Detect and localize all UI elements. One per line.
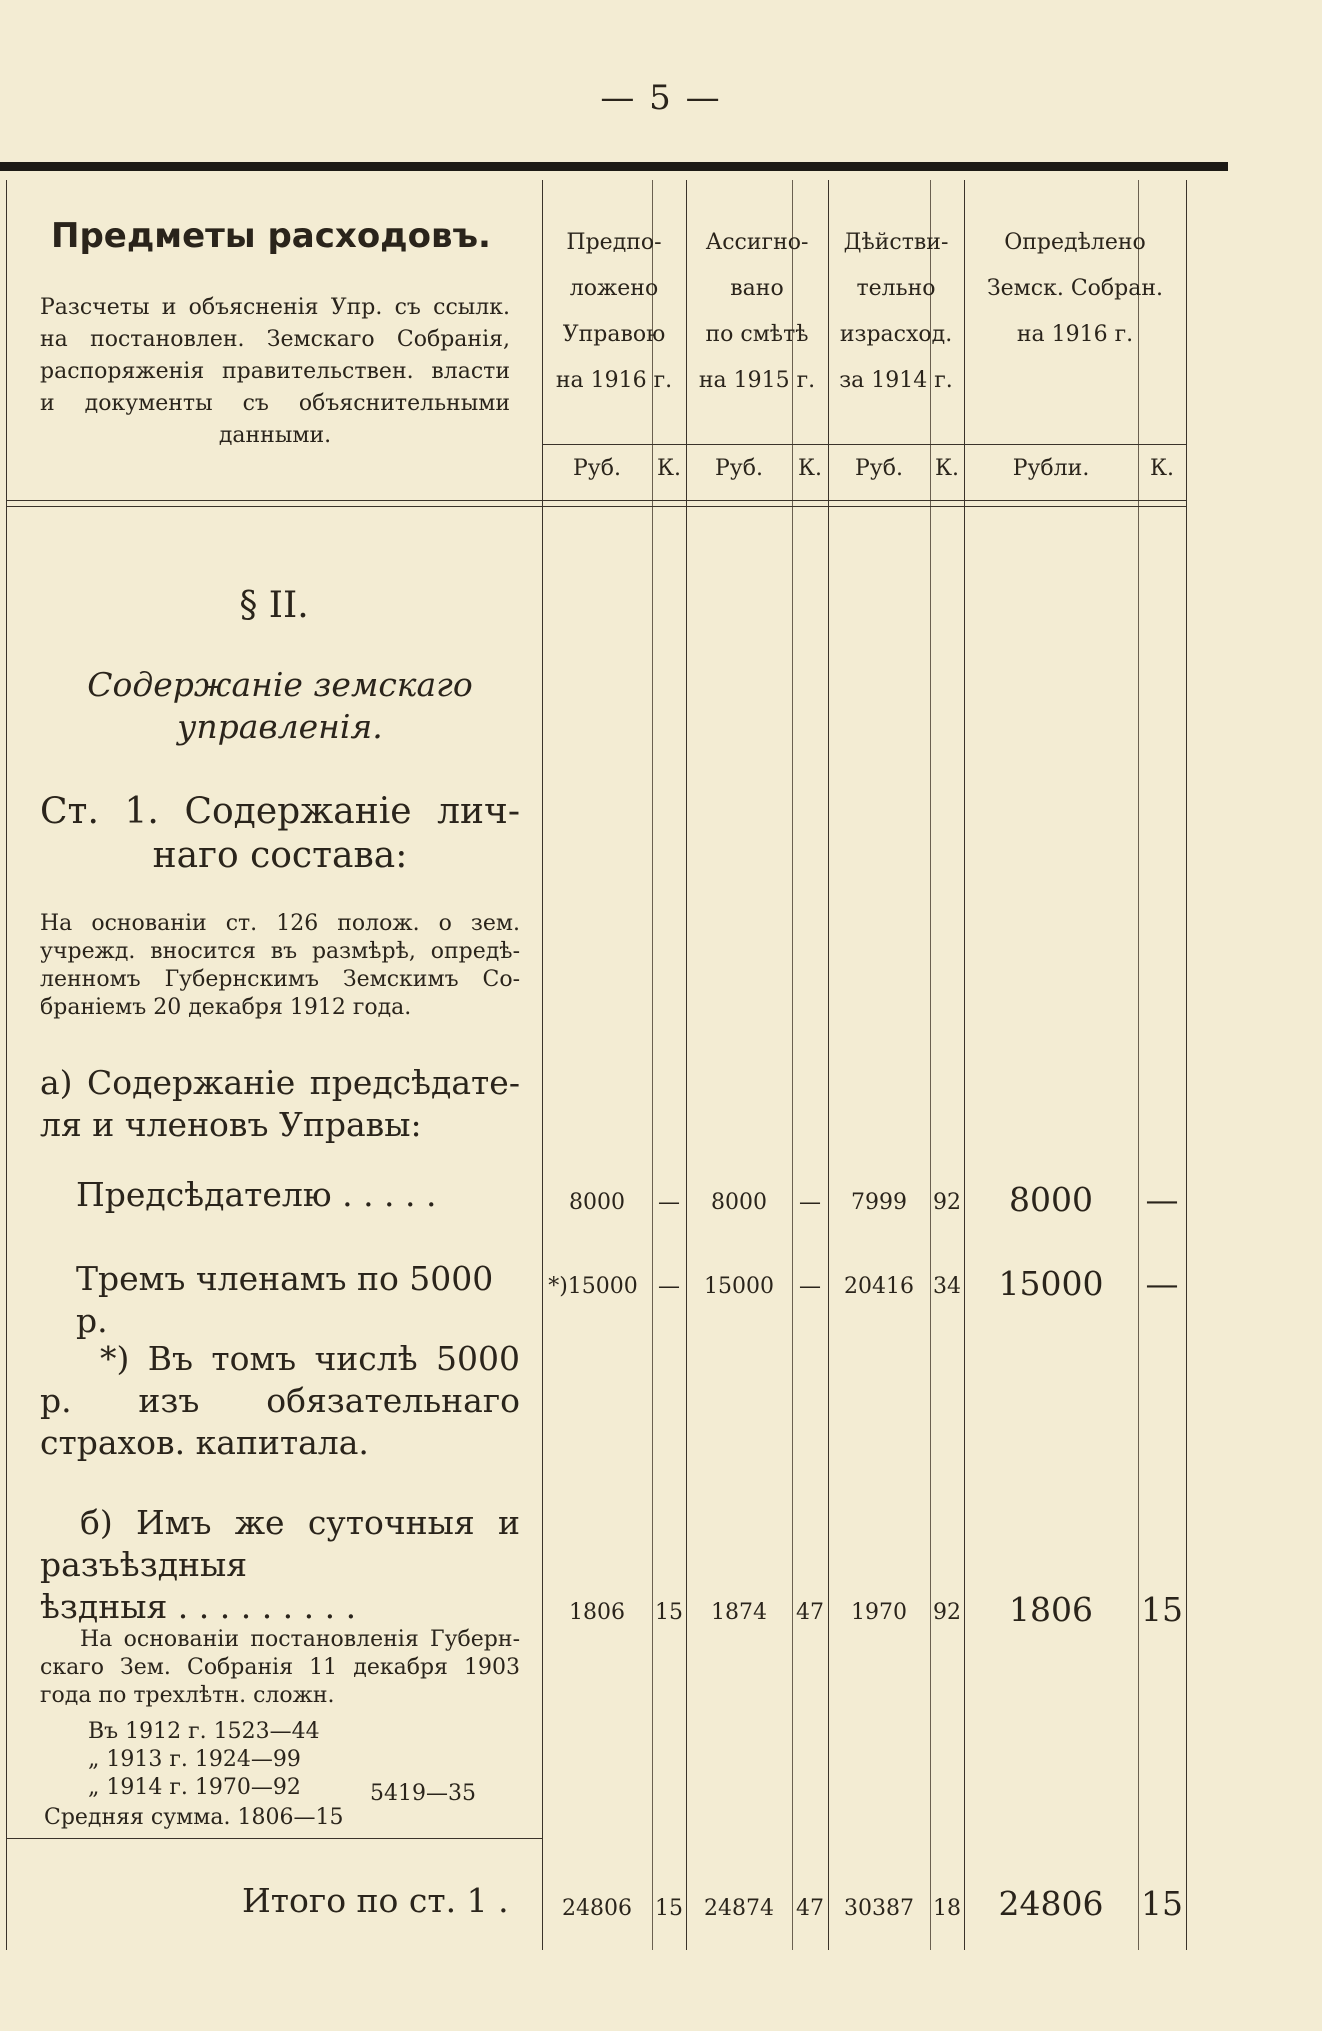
row0-c3-rub: 7999 — [851, 1190, 907, 1215]
col-header-line: на 1916 г. — [555, 368, 673, 393]
unit-rub: Руб. — [715, 456, 763, 481]
col-divider — [1186, 180, 1187, 1950]
col-divider — [930, 180, 931, 1950]
row0-c2-rub: 8000 — [711, 1190, 767, 1215]
header-title: Предметы расходовъ. — [51, 216, 491, 256]
col-divider — [6, 180, 7, 1950]
header-unit-rule — [542, 444, 1186, 445]
row2-c2-rub: 1874 — [711, 1600, 767, 1625]
row-label: ѣздныя . . . . . . . . . — [40, 1587, 357, 1626]
years-sum: 5419—35 — [370, 1781, 476, 1806]
avg-value: 1806—15 — [237, 1805, 344, 1830]
item-a: а) Содержаніе предсѣдателя и членовъ Управы: — [40, 1063, 520, 1144]
col-header-line: тельно — [856, 276, 936, 301]
article-title: Ст. 1. Содержаніе личнаго состава: — [40, 791, 520, 876]
year-label: „ 1913 г. — [88, 1747, 188, 1772]
col-divider — [828, 180, 829, 1950]
total-c2-rub: 24874 — [704, 1896, 774, 1921]
row0-c3-kop: 92 — [933, 1190, 961, 1215]
row0-c1-kop: — — [658, 1190, 680, 1215]
col-header-line: Предпо- — [566, 230, 662, 255]
col-header-line: Опредѣлено — [1004, 230, 1146, 255]
header-bottom-rule — [6, 500, 1186, 501]
unit-rub: Руб. — [855, 456, 903, 481]
col-header-line: на 1915 г. — [698, 368, 816, 393]
section-subtitle: Содержаніе земскаго управленія. — [87, 665, 473, 746]
col-header-line: ложено — [569, 276, 659, 301]
page-number: — 5 — — [600, 78, 722, 118]
col-header-line: вано — [730, 276, 784, 301]
row2-c2-kop: 47 — [796, 1600, 824, 1625]
total-c4-kop: 15 — [1141, 1884, 1183, 1923]
col-divider — [792, 180, 793, 1950]
row2-c4-rub: 1806 — [1009, 1590, 1093, 1629]
article-basis: На основаніи ст. 126 полож. о зем. учрежд. вносится въ размѣрѣ, опредѣленномъ Губернскимъ Земскимъ Собраніемъ 20 декабря 1912 года. — [40, 911, 520, 1020]
unit-kop: К. — [1149, 456, 1175, 481]
unit-kop: К. — [797, 456, 823, 481]
item-b: б) Имъ же суточныя и разъѣздныя — [40, 1503, 520, 1584]
row1-c2-rub: 15000 — [704, 1274, 774, 1299]
year-value: 1924—99 — [194, 1747, 301, 1772]
row2-c1-rub: 1806 — [569, 1600, 625, 1625]
year-1913 — [88, 1746, 408, 1774]
col-header-assigned — [686, 220, 828, 404]
unit-rub: Руб. — [573, 456, 621, 481]
unit-kop: К. — [656, 456, 682, 481]
total-label: Итого по ст. 1 . — [242, 1881, 509, 1920]
col-header-proposed — [542, 220, 686, 404]
col-divider — [1138, 180, 1139, 1950]
col-divider — [964, 180, 965, 1950]
col-header-spent — [828, 220, 964, 404]
col-divider — [542, 180, 543, 1950]
total-c2-kop: 47 — [796, 1896, 824, 1921]
total-rule — [6, 1838, 542, 1839]
total-c4-rub: 24806 — [998, 1884, 1104, 1923]
section-title: § II. — [239, 585, 309, 626]
row1-c1-rub: *)15000 — [548, 1274, 638, 1299]
col-divider — [686, 180, 687, 1950]
col-header-line: Земск. Собран. — [986, 276, 1164, 301]
col-header-line: Ассигно- — [705, 230, 809, 255]
header-bottom-rule — [6, 506, 1186, 507]
row1-c2-kop: — — [799, 1274, 821, 1299]
year-1912 — [88, 1718, 408, 1746]
row1-c3-rub: 20416 — [844, 1274, 914, 1299]
year-value: 1523—44 — [213, 1719, 320, 1744]
row0-c4-rub: 8000 — [1009, 1180, 1093, 1219]
expense-table — [6, 180, 1186, 1950]
total-c3-rub: 30387 — [844, 1896, 914, 1921]
row1-c1-kop: — — [658, 1274, 680, 1299]
year-label: Въ 1912 г. — [88, 1719, 207, 1744]
row0-c1-rub: 8000 — [569, 1190, 625, 1215]
row1-c4-kop: — — [1145, 1264, 1179, 1303]
row1-c3-kop: 34 — [933, 1274, 961, 1299]
item-b-basis: На основаніи постановленія Губернскаго Зем. Собранія 11 декабря 1903 года по трехлѣтн. сложн. — [40, 1627, 520, 1708]
col-header-line: на 1916 г. — [1016, 322, 1134, 347]
col-header-line: израсход. — [839, 322, 953, 347]
year-label: „ 1914 г. — [88, 1775, 188, 1800]
footnote: *) Въ томъ числѣ 5000 р. изъ обязательнаго страхов. капитала. — [40, 1339, 520, 1462]
total-c3-kop: 18 — [933, 1896, 961, 1921]
row2-c4-kop: 15 — [1141, 1590, 1183, 1629]
row-label: Предсѣдателю . . . . . — [76, 1175, 437, 1214]
col-header-line: Дѣйстви- — [843, 230, 949, 255]
row2-c3-kop: 92 — [933, 1600, 961, 1625]
total-c1-kop: 15 — [655, 1896, 683, 1921]
unit-rubli: Рубли. — [1012, 456, 1090, 481]
avg-label: Средняя сумма. — [44, 1805, 231, 1830]
row0-c2-kop: — — [799, 1190, 821, 1215]
col-header-line: по смѣтѣ — [705, 322, 809, 347]
col-divider — [652, 180, 653, 1950]
col-header-determined — [964, 220, 1186, 358]
unit-kop: К. — [934, 456, 960, 481]
row0-c4-kop: — — [1145, 1180, 1179, 1219]
avg-row — [44, 1804, 444, 1832]
col-header-line: за 1914 г. — [839, 368, 953, 393]
row-label: Тремъ членамъ по 5000 р. — [76, 1259, 494, 1340]
year-1914 — [88, 1774, 408, 1802]
row2-c1-kop: 15 — [655, 1600, 683, 1625]
top-rule — [0, 162, 1228, 171]
year-value: 1970—92 — [194, 1775, 301, 1800]
row2-c3-rub: 1970 — [851, 1600, 907, 1625]
header-subtitle: Разсчеты и объясненія Упр. съ ссылк. на постановлен. Земскаго Собранія, распоряженія правительствен. власти и документы съ объяснительными данными. — [40, 295, 510, 448]
total-c1-rub: 24806 — [562, 1896, 632, 1921]
col-header-line: Управою — [562, 322, 666, 347]
row1-c4-rub: 15000 — [998, 1264, 1104, 1303]
